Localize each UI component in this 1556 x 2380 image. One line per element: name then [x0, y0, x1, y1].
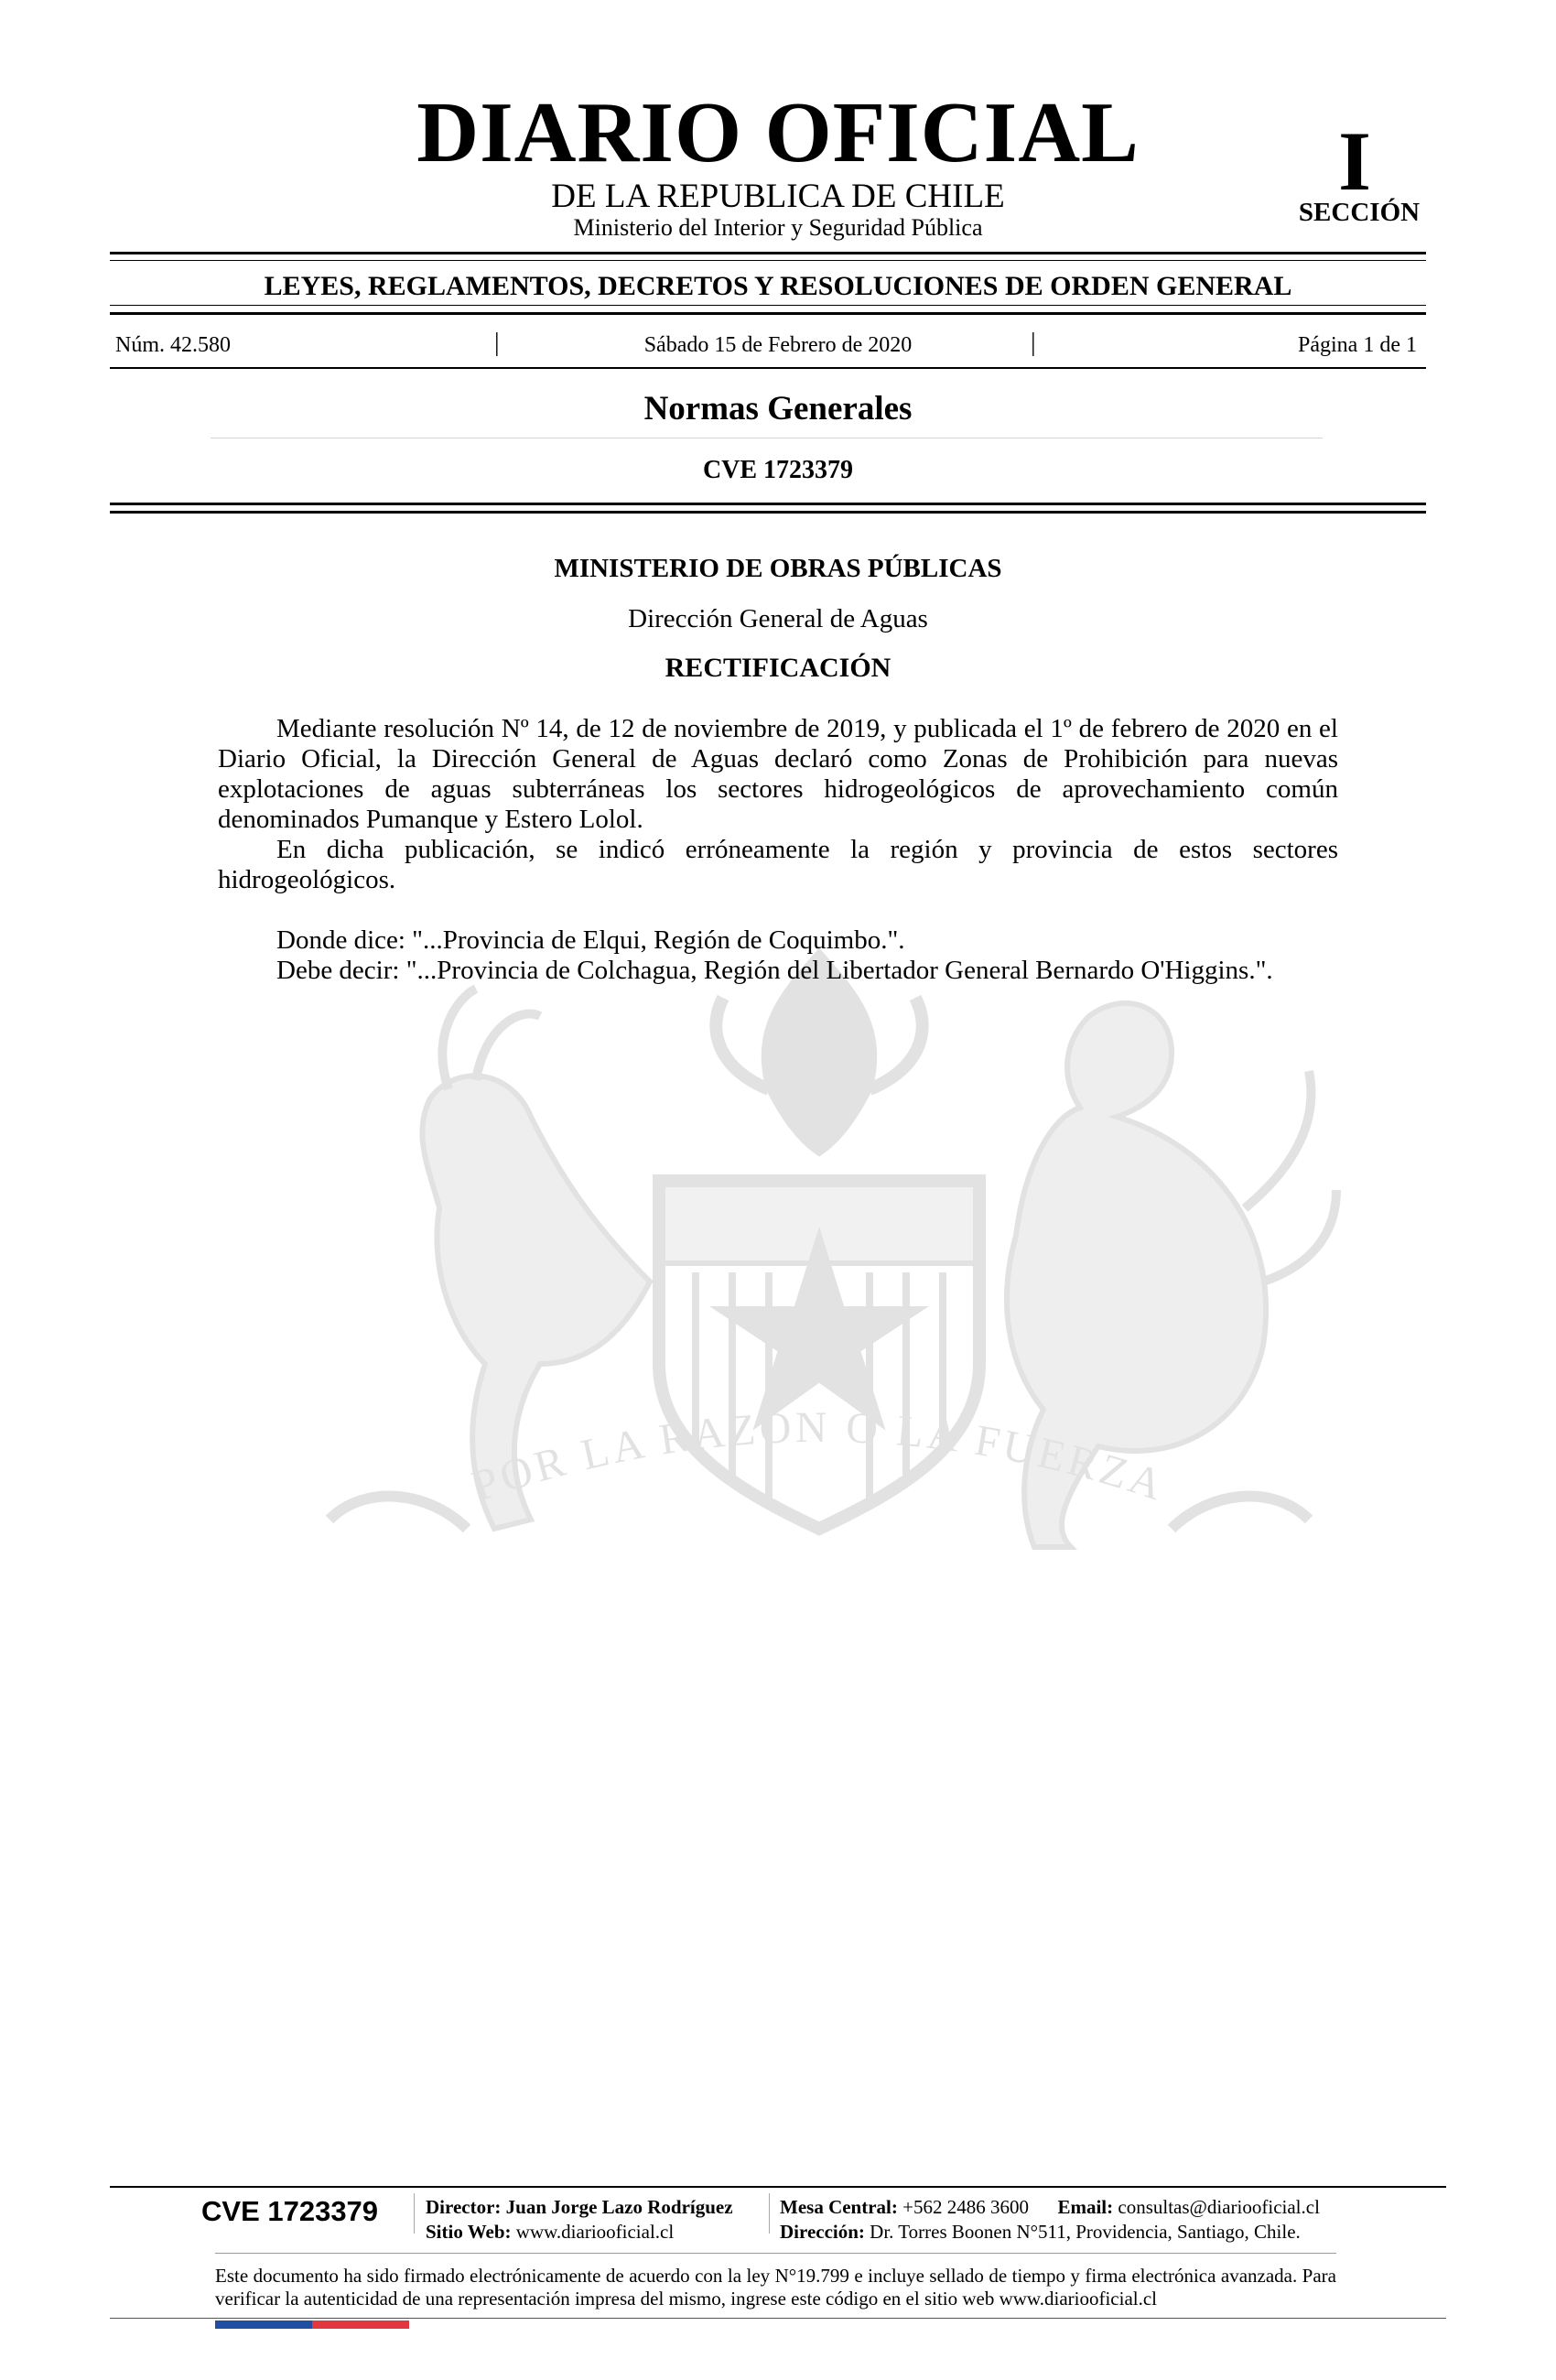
divider — [110, 503, 1426, 505]
footer-director-block — [426, 2195, 733, 2245]
footer-divider — [215, 2253, 1336, 2254]
phone-label: Mesa Central: — [780, 2196, 898, 2218]
section-label: SECCIÓN — [1298, 198, 1421, 227]
issue-separator: | — [494, 329, 500, 357]
director-name: Juan Jorge Lazo Rodríguez — [505, 2196, 733, 2218]
paragraph: Donde dice: "...Provincia de Elqui, Región de Coquimbo.". — [276, 925, 905, 955]
section-band: LEYES, REGLAMENTOS, DECRETOS Y RESOLUCIONES DE ORDEN GENERAL — [264, 271, 1292, 301]
category-heading: Normas Generales — [643, 390, 913, 427]
divider — [110, 252, 1426, 254]
issue-date: Sábado 15 de Febrero de 2020 — [643, 333, 913, 357]
footer-separator — [414, 2193, 415, 2234]
address-text: Dr. Torres Boonen N°511, Providencia, Santiago, Chile. — [870, 2221, 1301, 2243]
email-label: Email: — [1057, 2196, 1114, 2218]
coat-of-arms-watermark — [293, 934, 1345, 1648]
document-title: RECTIFICACIÓN — [665, 653, 891, 683]
address-label: Dirección: — [780, 2221, 865, 2243]
divider — [110, 260, 1426, 261]
masthead-subtitle: DE LA REPUBLICA DE CHILE — [551, 178, 1005, 215]
issue-page: Página 1 de 1 — [1298, 333, 1417, 357]
paragraph: Mediante resolución Nº 14, de 12 de noviembre de 2019, y publicada el 1º de febrero de 2020 en el Diario Oficial, la Dirección General de Aguas declaró como Zonas de Prohibición para nuevas explotaciones de aguas subterráneas los sectores hidrogeológicos de aprovechamiento común denominados Pumanque y Estero Lolol. — [218, 714, 1338, 834]
document-department: Dirección General de Aguas — [628, 604, 928, 633]
footer-divider — [110, 2186, 1446, 2188]
issue-number: Núm. 42.580 — [115, 333, 231, 357]
footer-divider — [110, 2318, 1446, 2319]
phone-number: +562 2486 3600 — [902, 2196, 1029, 2218]
cve-code: CVE 1723379 — [702, 456, 854, 484]
signature-notice: Este documento ha sido firmado electrónicamente de acuerdo con la ley N°19.799 e incluye sellado de tiempo y firma electrónica avanzada. Para verificar la autenticidad de una representación impresa del mismo, ingrese este código en el sitio web www.diariooficial.cl — [215, 2265, 1336, 2310]
divider — [110, 367, 1426, 369]
footer-cve-code: CVE 1723379 — [201, 2195, 379, 2227]
divider — [110, 312, 1426, 315]
masthead-title: DIARIO OFICIAL — [416, 85, 1140, 180]
issue-separator: | — [1031, 329, 1036, 357]
divider — [110, 305, 1426, 306]
footer-separator — [769, 2193, 770, 2234]
website-label: Sitio Web: — [426, 2221, 512, 2243]
flag-stripe-red — [312, 2320, 409, 2329]
flag-stripe-blue — [215, 2320, 312, 2329]
paragraph: Debe decir: "...Provincia de Colchagua, Región del Libertador General Bernardo O'Higgins.". — [276, 956, 1273, 985]
document-body — [218, 714, 1338, 986]
paragraph: En dicha publicación, se indicó erróneamente la región y provincia de estos sectores hidrogeológicos. — [218, 835, 1338, 894]
director-label: Director: — [426, 2196, 502, 2218]
watermark-motto: POR LA RAZON O LA FUERZA — [466, 1402, 1172, 1511]
masthead-ministry: Ministerio del Interior y Seguridad Pública — [573, 214, 983, 241]
email-link[interactable]: consultas@diariooficial.cl — [1118, 2196, 1320, 2218]
footer-contact-block — [780, 2195, 1320, 2245]
website-link[interactable]: www.diariooficial.cl — [515, 2221, 675, 2243]
divider — [110, 511, 1426, 514]
document-ministry: MINISTERIO DE OBRAS PÚBLICAS — [554, 554, 1002, 583]
section-numeral: I — [1338, 114, 1371, 208]
